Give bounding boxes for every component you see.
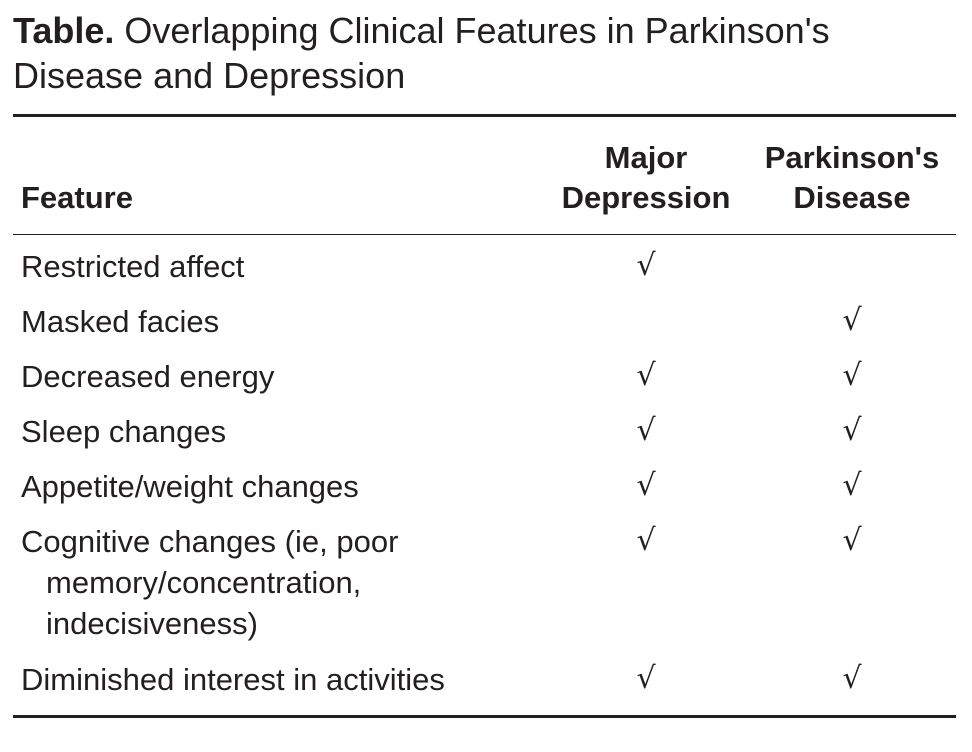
feature-cell: Sleep changes [21,414,227,449]
top-rule [13,114,956,117]
feature-cell: Decreased energy [21,359,275,394]
check-icon: √ [636,413,656,448]
caption-label: Table. [13,10,115,51]
check-icon: √ [636,248,656,283]
feature-cell: Cognitive changes (ie, poor memory/concentration, indecisiveness) [21,524,399,641]
check-icon: √ [842,661,862,696]
feature-cell: Appetite/weight changes [21,469,359,504]
caption-title: Overlapping Clinical Features in Parkinson's Disease and Depression [13,10,830,96]
check-icon: √ [842,523,862,558]
column-header-line: Major [604,140,688,175]
feature-cell: Restricted affect [21,249,245,284]
check-icon: √ [842,303,862,338]
column-header-line: Parkinson's [764,140,940,175]
column-header-line: Disease [793,180,911,215]
feature-cell: Diminished interest in activities [21,662,445,697]
check-icon: √ [636,468,656,503]
bottom-rule [13,715,956,718]
column-header-parkinsons-disease [752,138,952,218]
column-header-line: Depression [561,180,731,215]
header-rule [13,234,956,235]
check-icon: √ [842,468,862,503]
check-icon: √ [636,661,656,696]
column-header-feature: Feature [21,180,133,215]
column-header-major-depression [546,138,746,218]
check-icon: √ [636,523,656,558]
table-caption [13,8,953,98]
check-icon: √ [842,413,862,448]
check-icon: √ [842,358,862,393]
feature-cell: Masked facies [21,304,220,339]
check-icon: √ [636,358,656,393]
